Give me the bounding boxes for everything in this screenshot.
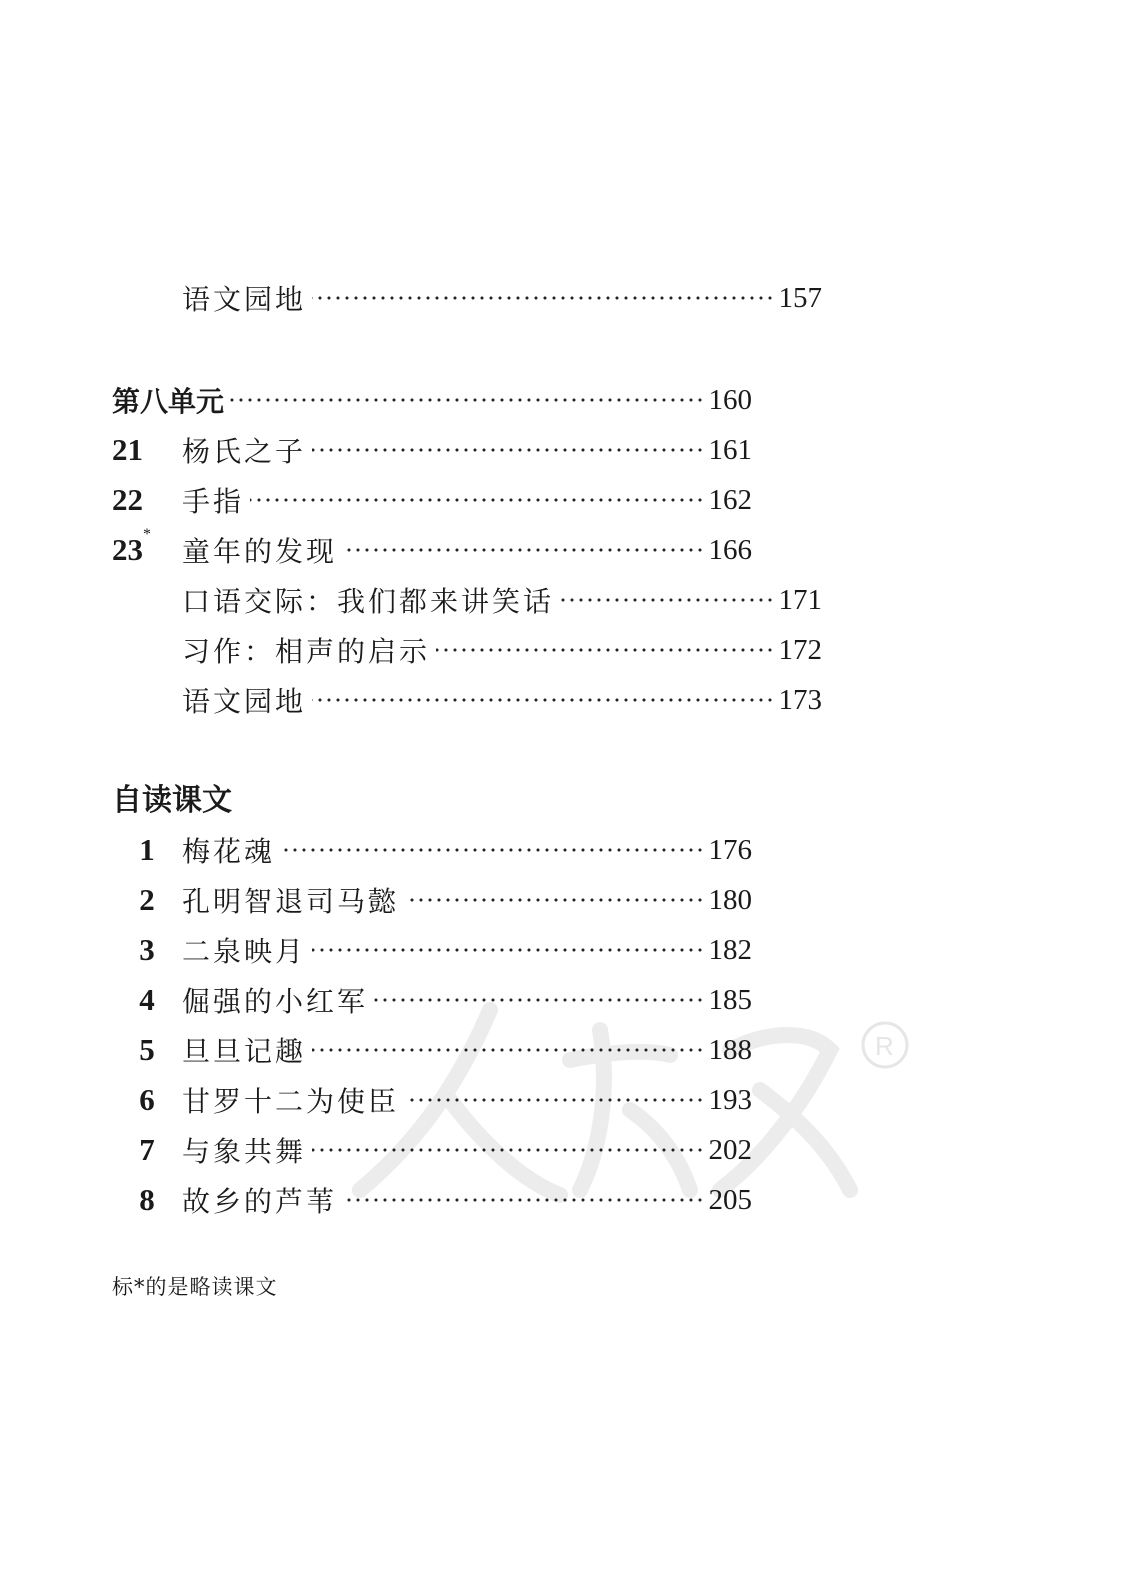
page-number: 173: [778, 683, 822, 716]
lesson-entry[interactable]: [112, 475, 752, 525]
page-number: 161: [708, 433, 752, 466]
entry-title: 习作：相声的启示: [182, 635, 431, 668]
toc-entry[interactable]: [112, 575, 822, 625]
lesson-entry[interactable]: [112, 425, 752, 475]
page-number: 193: [708, 1083, 752, 1116]
svg-text:R: R: [875, 1031, 894, 1061]
unit-heading-entry[interactable]: [112, 375, 752, 425]
lesson-entry[interactable]: [112, 925, 752, 975]
page-number: 182: [708, 933, 752, 966]
toc-entry[interactable]: [112, 273, 822, 323]
entry-title: 语文园地: [182, 685, 307, 718]
lesson-title: 故乡的芦苇: [182, 1185, 338, 1218]
page-number: 180: [708, 883, 752, 916]
page-number: 160: [708, 383, 752, 416]
lesson-title: 与象共舞: [182, 1135, 307, 1168]
page-number: 172: [778, 633, 822, 666]
lesson-entry[interactable]: [112, 825, 752, 875]
page-number: 162: [708, 483, 752, 516]
lesson-entry[interactable]: [112, 1075, 752, 1125]
lesson-number: 22: [112, 482, 143, 517]
entry-title: 口语交际：我们都来讲笑话: [182, 585, 555, 618]
self-reading-heading: 自读课文: [112, 783, 232, 818]
dot-leader: [250, 486, 704, 514]
dot-leader: [374, 986, 704, 1014]
dot-leader: [343, 536, 704, 564]
lesson-title: 二泉映月: [182, 935, 307, 968]
lesson-number: 6: [139, 1082, 155, 1117]
dot-leader: [312, 1036, 704, 1064]
lesson-title: 倔强的小红军: [182, 985, 369, 1018]
lesson-number: 5: [139, 1032, 155, 1067]
dot-leader: [312, 1136, 704, 1164]
dot-leader: [312, 936, 704, 964]
unit-title: 第八单元: [112, 385, 225, 418]
page-number: 157: [778, 281, 822, 314]
page-number: 185: [708, 983, 752, 1016]
lesson-title: 甘罗十二为使臣: [182, 1085, 400, 1118]
dot-leader: [312, 436, 704, 464]
page-number: 202: [708, 1133, 752, 1166]
toc-entry[interactable]: [112, 625, 822, 675]
page-number: 205: [708, 1183, 752, 1216]
toc-entry[interactable]: [112, 675, 822, 725]
lesson-number: 4: [139, 982, 155, 1017]
lesson-number: 1: [139, 832, 155, 867]
page-number: 188: [708, 1033, 752, 1066]
lesson-title: 杨氏之子: [182, 435, 307, 468]
lesson-number: 3: [139, 932, 155, 967]
lesson-entry[interactable]: [112, 1125, 752, 1175]
skim-reading-star: *: [143, 526, 151, 543]
page-number: 176: [708, 833, 752, 866]
lesson-number: 21: [112, 432, 143, 467]
entry-title: 语文园地: [182, 283, 307, 316]
lesson-number: 2: [139, 882, 155, 917]
dot-leader: [560, 586, 774, 614]
lesson-title: 梅花魂: [182, 835, 276, 868]
lesson-title: 手指: [182, 485, 245, 518]
page-number: 166: [708, 533, 752, 566]
lesson-title: 旦旦记趣: [182, 1035, 307, 1068]
dot-leader: [312, 686, 774, 714]
dot-leader: [405, 1086, 704, 1114]
lesson-number: 23 *: [112, 526, 151, 567]
dot-leader: [405, 886, 704, 914]
lesson-title: 孔明智退司马懿: [182, 885, 400, 918]
dot-leader: [281, 836, 704, 864]
lesson-number: 8: [139, 1182, 155, 1217]
dot-leader: [343, 1186, 704, 1214]
lesson-entry[interactable]: [112, 1175, 752, 1225]
lesson-entry[interactable]: [112, 1025, 752, 1075]
lesson-number: 7: [139, 1132, 155, 1167]
dot-leader: [436, 636, 774, 664]
lesson-entry[interactable]: [112, 525, 752, 575]
lesson-title: 童年的发现: [182, 535, 338, 568]
dot-leader: [312, 284, 774, 312]
page-number: 171: [778, 583, 822, 616]
dot-leader: [230, 386, 704, 414]
registered-mark-icon: [863, 1023, 907, 1067]
footnote: 标*的是略读课文: [112, 1275, 278, 1299]
lesson-entry[interactable]: [112, 875, 752, 925]
lesson-entry[interactable]: [112, 975, 752, 1025]
